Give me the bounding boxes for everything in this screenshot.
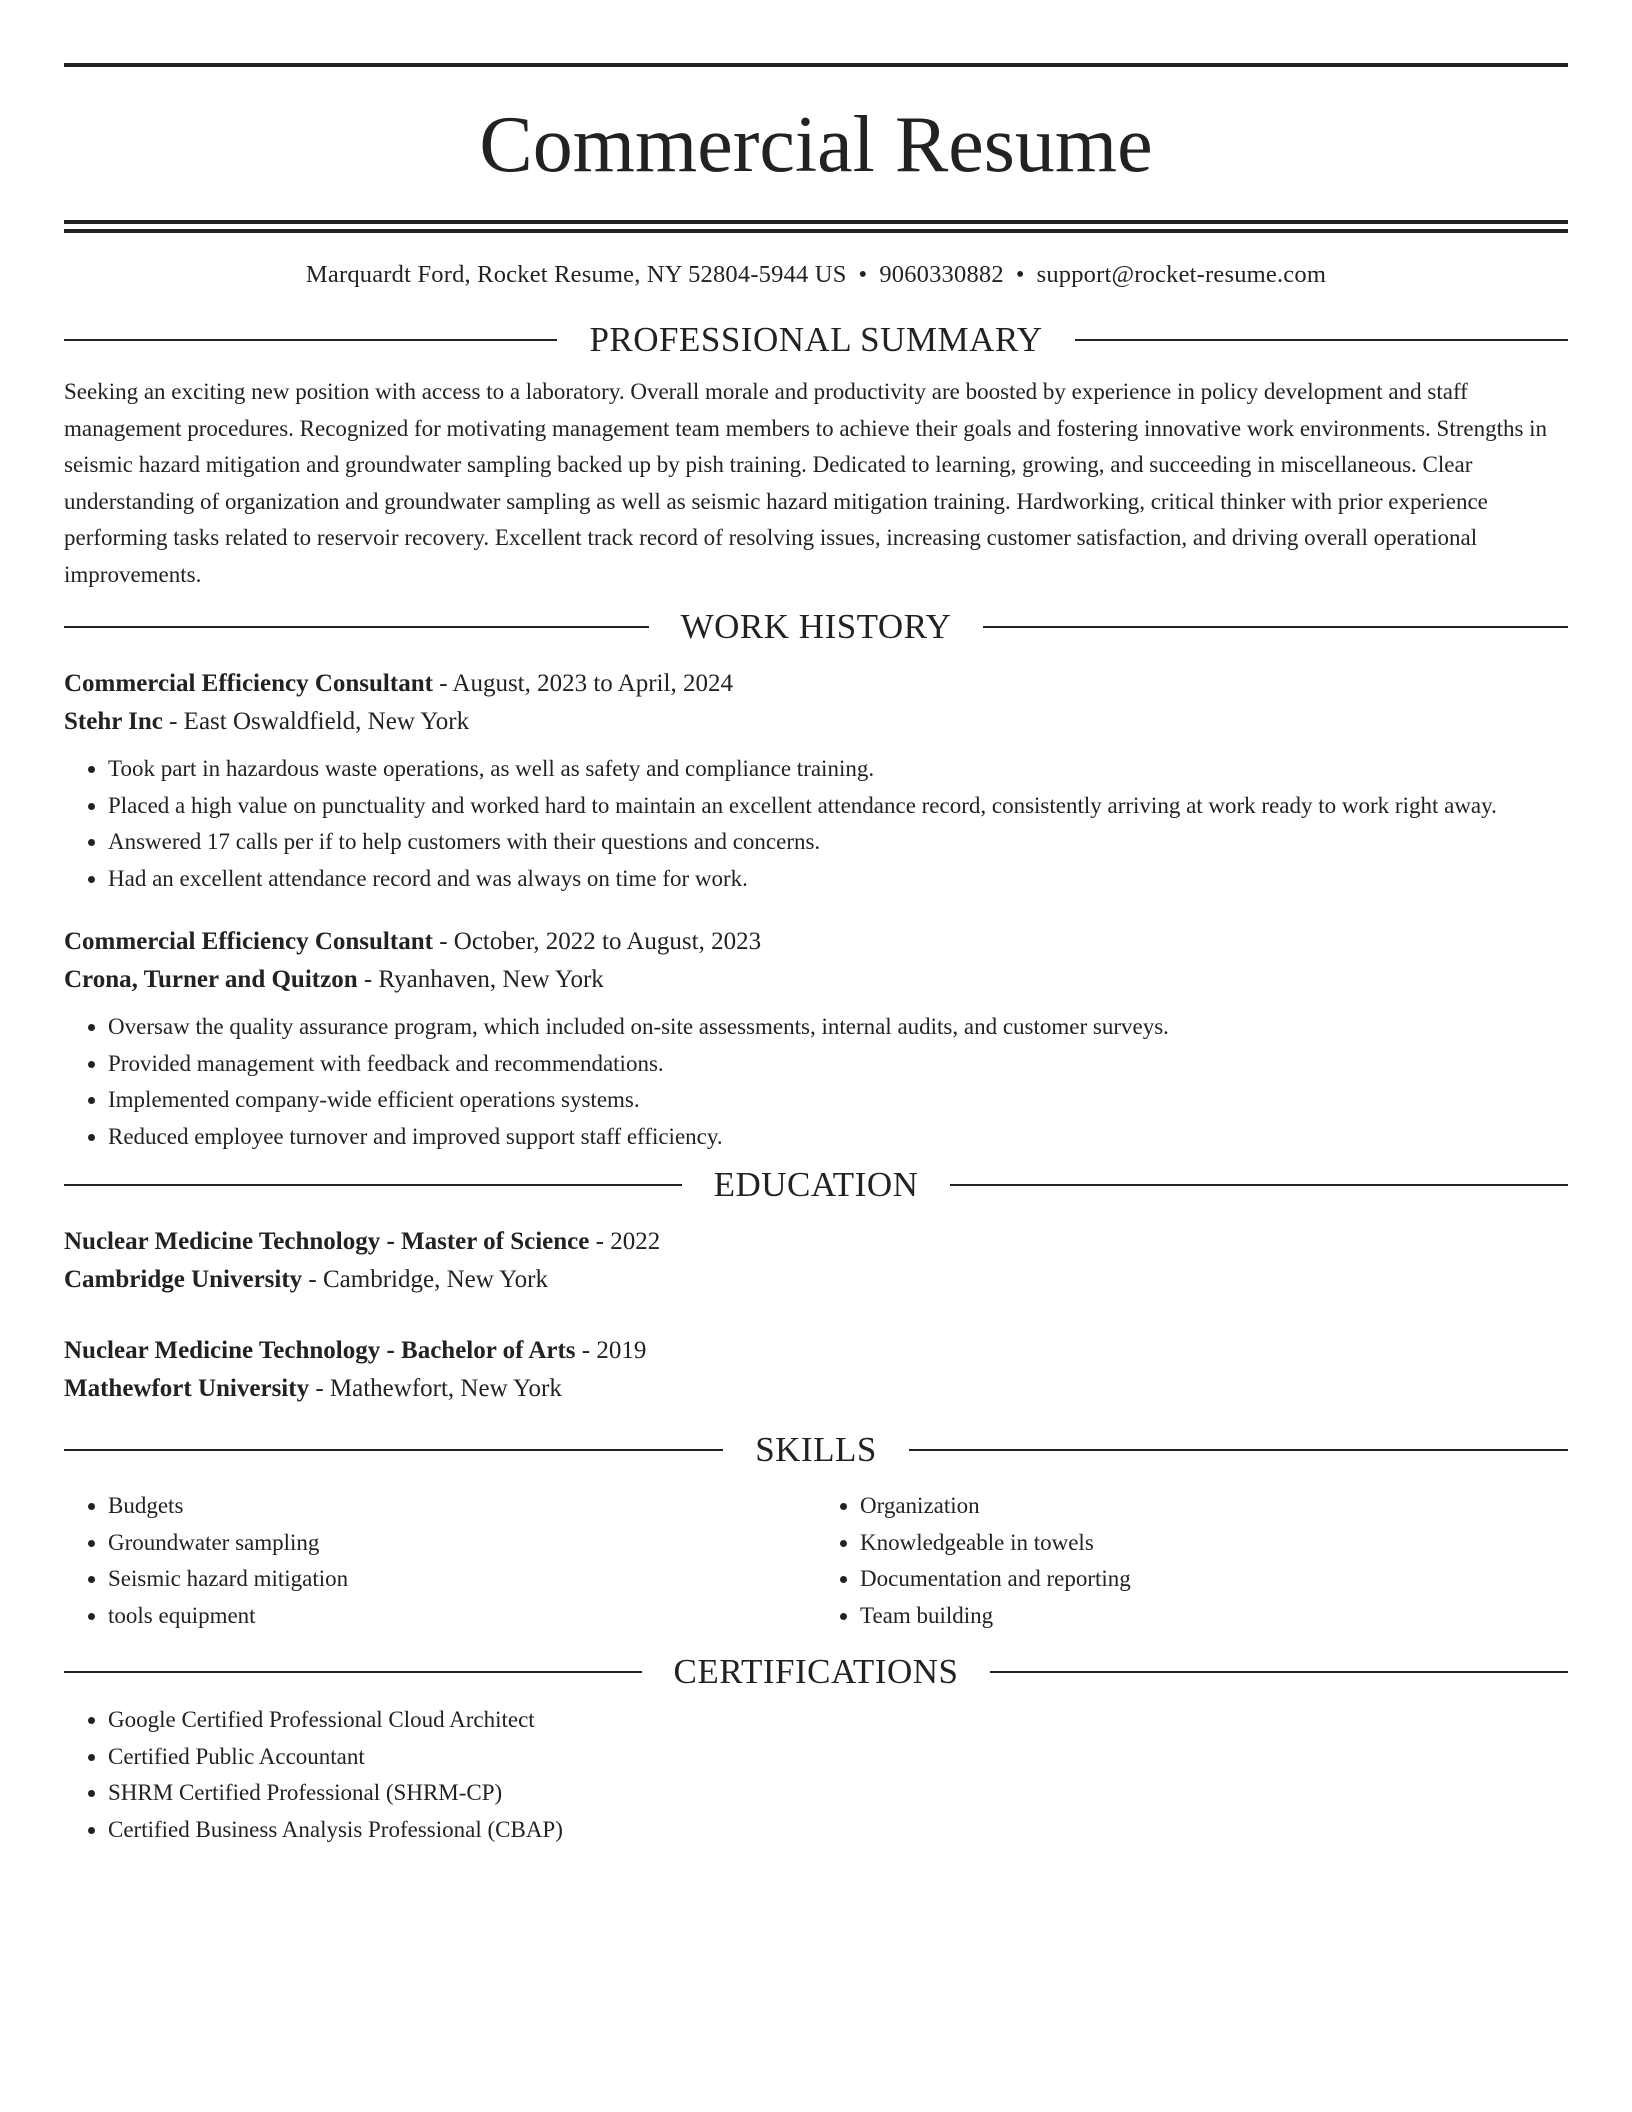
education-entry	[64, 1332, 1568, 1408]
education-school: Mathewfort University	[64, 1375, 310, 1402]
section-rule	[64, 1449, 723, 1451]
resume-title: Commercial Resume	[479, 101, 1153, 189]
job-location: - East Oswaldfield, New York	[162, 708, 470, 735]
summary-paragraph: Seeking an exciting new position with access to a laboratory. Overall morale and productivity are boosted by experience in policy development and staff management procedures. Recognized for motivating management team members to achieve their goals and fostering innovative work environments. Strengths in seismic hazard mitigation and groundwater sampling backed up by pish training. Dedicated to learning, growing, and succeeding in miscellaneous. Clear understanding of organization and groundwater sampling as well as seismic hazard mitigation training. Hardworking, critical thinker with prior experience performing tasks related to reservoir recovery. Excellent track record of resolving issues, increasing customer satisfaction, and driving overall operational improvements.	[64, 379, 1548, 587]
education-school-line	[64, 1370, 1568, 1408]
skills-list-right	[816, 1488, 1568, 1634]
education-year: - 2019	[575, 1337, 647, 1364]
section-rule	[990, 1671, 1568, 1673]
contact-separator: •	[858, 261, 868, 288]
contact-email: support@rocket-resume.com	[1036, 261, 1327, 288]
title-double-rule	[64, 220, 1568, 233]
section-title: CERTIFICATIONS	[673, 1652, 959, 1691]
top-rule	[64, 63, 1568, 67]
skill-item: • Groundwater sampling	[108, 1525, 816, 1562]
section-title: SKILLS	[755, 1430, 877, 1469]
section-rule	[64, 1671, 642, 1673]
education-school-line	[64, 1261, 1568, 1299]
section-title: EDUCATION	[713, 1165, 919, 1204]
job-title-line	[64, 665, 1568, 703]
job-role: Commercial Efficiency Consultant	[64, 928, 433, 955]
job-company-line	[64, 961, 1568, 999]
certification-item: • Google Certified Professional Cloud Architect	[108, 1702, 1568, 1739]
contact-address: Marquardt Ford, Rocket Resume, NY 52804-5944 US	[305, 261, 847, 288]
job-bullet: • Reduced employee turnover and improved support staff efficiency.	[108, 1119, 1568, 1156]
section-header-work	[64, 607, 1568, 647]
section-header-education	[64, 1165, 1568, 1205]
section-header-summary	[64, 320, 1568, 360]
education-degree-line	[64, 1332, 1568, 1370]
skills-columns	[64, 1488, 1568, 1634]
job-entry	[64, 923, 1568, 1155]
education-location: - Mathewfort, New York	[309, 1375, 562, 1402]
education-degree: Nuclear Medicine Technology - Bachelor of Arts	[64, 1337, 576, 1364]
skill-item: • tools equipment	[108, 1598, 816, 1635]
job-bullets	[64, 751, 1568, 897]
certification-item: • Certified Business Analysis Professional (CBAP)	[108, 1812, 1568, 1849]
certifications-list	[64, 1702, 1568, 1848]
certification-item: • Certified Public Accountant	[108, 1739, 1568, 1776]
education-degree-line	[64, 1223, 1568, 1261]
job-bullet: • Placed a high value on punctuality and worked hard to maintain an excellent attendance record, consistently arriving at work ready to work right away.	[108, 788, 1568, 825]
job-company: Crona, Turner and Quitzon	[64, 966, 358, 993]
skill-item: • Seismic hazard mitigation	[108, 1561, 816, 1598]
skill-item: • Organization	[860, 1488, 1568, 1525]
section-rule	[909, 1449, 1568, 1451]
section-rule	[64, 1184, 682, 1186]
section-header-certifications	[64, 1652, 1568, 1692]
section-rule	[1075, 339, 1568, 341]
section-rule	[64, 339, 557, 341]
skills-list-left	[64, 1488, 816, 1634]
skill-item: • Team building	[860, 1598, 1568, 1635]
job-title-line	[64, 923, 1568, 961]
education-year: - 2022	[589, 1228, 661, 1255]
job-company: Stehr Inc	[64, 708, 163, 735]
education-degree: Nuclear Medicine Technology - Master of Science	[64, 1228, 590, 1255]
contact-separator: •	[1015, 261, 1025, 288]
section-title: PROFESSIONAL SUMMARY	[589, 320, 1043, 359]
job-location: - Ryanhaven, New York	[357, 966, 604, 993]
section-header-skills	[64, 1430, 1568, 1470]
job-bullet: • Implemented company-wide efficient operations systems.	[108, 1082, 1568, 1119]
job-dates: - October, 2022 to August, 2023	[432, 928, 762, 955]
certification-item: • SHRM Certified Professional (SHRM-CP)	[108, 1775, 1568, 1812]
skill-item: • Knowledgeable in towels	[860, 1525, 1568, 1562]
job-bullet: • Answered 17 calls per if to help customers with their questions and concerns.	[108, 824, 1568, 861]
education-location: - Cambridge, New York	[302, 1266, 548, 1293]
contact-line	[64, 261, 1568, 289]
job-dates: - August, 2023 to April, 2024	[432, 670, 733, 697]
job-role: Commercial Efficiency Consultant	[64, 670, 433, 697]
education-entry	[64, 1223, 1568, 1299]
section-rule	[983, 626, 1568, 628]
section-rule	[950, 1184, 1568, 1186]
skill-item: • Documentation and reporting	[860, 1561, 1568, 1598]
contact-phone: 9060330882	[879, 261, 1004, 288]
job-bullet: • Provided management with feedback and recommendations.	[108, 1046, 1568, 1083]
section-title: WORK HISTORY	[680, 607, 952, 646]
section-rule	[64, 626, 649, 628]
job-entry	[64, 665, 1568, 897]
job-bullet: • Oversaw the quality assurance program, which included on-site assessments, internal audits, and customer surveys.	[108, 1009, 1568, 1046]
skill-item: • Budgets	[108, 1488, 816, 1525]
job-bullets	[64, 1009, 1568, 1155]
job-company-line	[64, 703, 1568, 741]
education-school: Cambridge University	[64, 1266, 303, 1293]
resume-page	[64, 63, 1568, 1848]
job-bullet: • Had an excellent attendance record and was always on time for work.	[108, 861, 1568, 898]
job-bullet: • Took part in hazardous waste operations, as well as safety and compliance training.	[108, 751, 1568, 788]
